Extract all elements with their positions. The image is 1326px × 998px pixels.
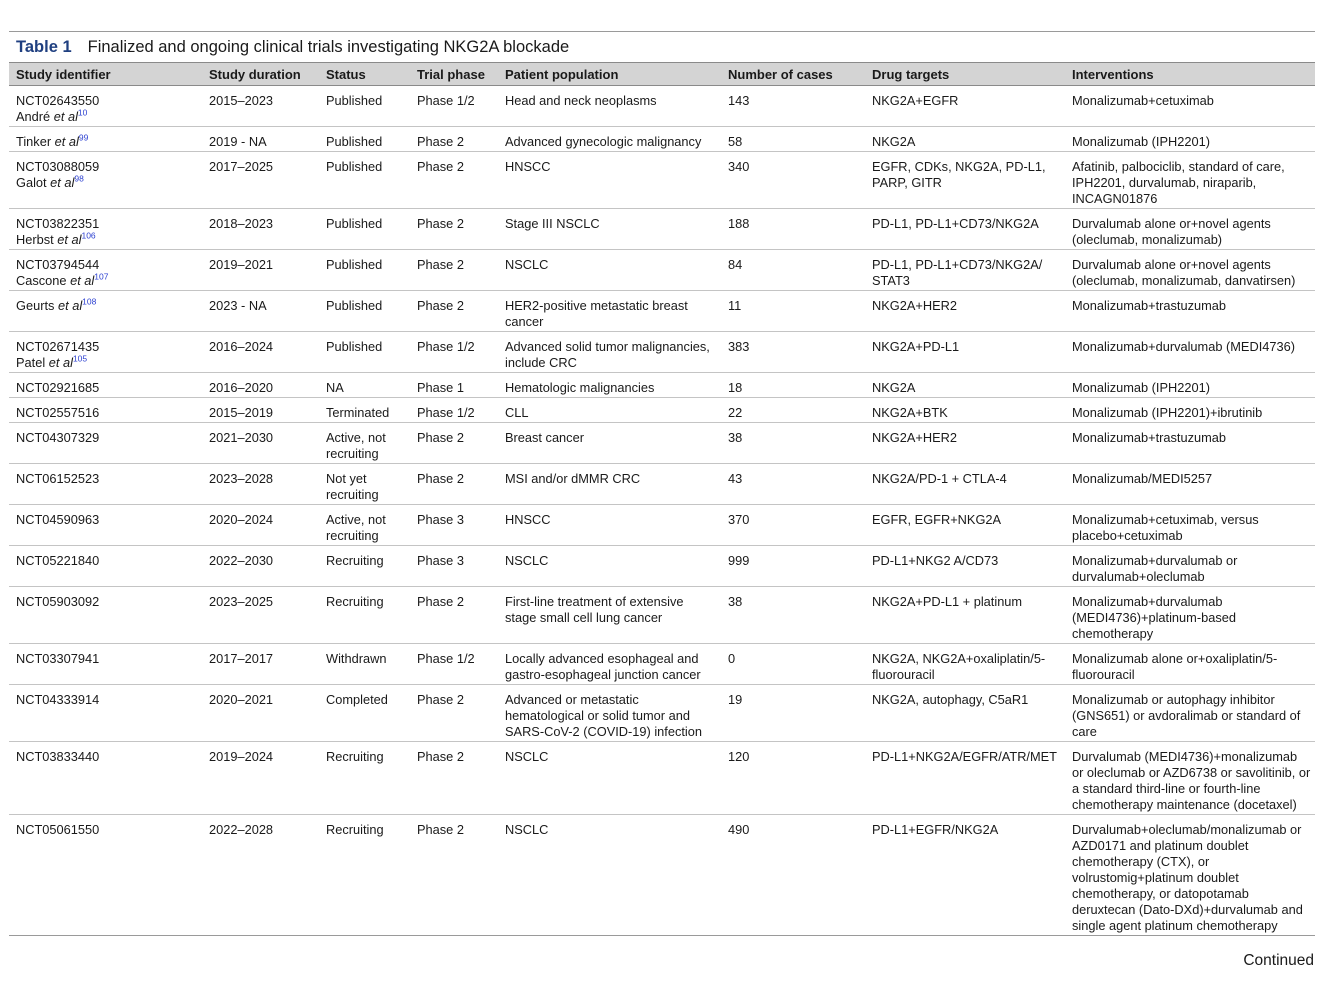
cell-population: NSCLC — [498, 742, 721, 815]
cell-study-identifier — [9, 250, 202, 291]
cell-population: Locally advanced esophageal and gastro-esophageal junction cancer — [498, 644, 721, 685]
cell-study-identifier — [9, 209, 202, 250]
table-row — [9, 209, 1315, 250]
cell-status: Published — [319, 209, 410, 250]
cell-study-identifier — [9, 398, 202, 423]
citation-reference-link[interactable]: 105 — [72, 353, 88, 364]
study-citation — [16, 134, 199, 150]
table-row — [9, 815, 1315, 936]
study-id: NCT02557516 — [16, 405, 100, 420]
table-caption — [9, 32, 1315, 62]
citation-author: Geurts — [16, 298, 55, 313]
cell-interventions: Monalizumab or autophagy inhibitor (GNS651) or avdoralimab or standard of care — [1065, 685, 1315, 742]
cell-population: Advanced solid tumor malignancies, include CRC — [498, 332, 721, 373]
cell-interventions: Monalizumab (IPH2201) — [1065, 127, 1315, 152]
col-header-number-of-cases: Number of cases — [721, 63, 865, 86]
table-row — [9, 587, 1315, 644]
cell-status: Terminated — [319, 398, 410, 423]
table-title: Finalized and ongoing clinical trials investigating NKG2A blockade — [87, 37, 570, 56]
cell-interventions: Monalizumab+durvalumab or durvalumab+oleclumab — [1065, 546, 1315, 587]
cell-study-identifier — [9, 127, 202, 152]
study-citation — [16, 273, 199, 289]
cell-study-identifier — [9, 546, 202, 587]
study-id: NCT03833440 — [16, 749, 100, 764]
cell-targets: EGFR, EGFR+NKG2A — [865, 505, 1065, 546]
cell-cases: 370 — [721, 505, 865, 546]
cell-population: Stage III NSCLC — [498, 209, 721, 250]
cell-phase: Phase 1/2 — [410, 398, 498, 423]
cell-status: Published — [319, 291, 410, 332]
study-id: NCT02671435 — [16, 339, 100, 354]
cell-targets: NKG2A/PD-1 + CTLA-4 — [865, 464, 1065, 505]
table-header-row — [9, 63, 1315, 86]
cell-cases: 11 — [721, 291, 865, 332]
citation-et-al: et al — [70, 273, 95, 288]
col-header-study-identifier: Study identifier — [9, 63, 202, 86]
study-id: NCT03307941 — [16, 651, 100, 666]
cell-population: NSCLC — [498, 250, 721, 291]
citation-et-al: et al — [54, 134, 79, 149]
cell-targets: NKG2A, autophagy, C5aR1 — [865, 685, 1065, 742]
citation-author: Patel — [16, 355, 46, 370]
cell-duration: 2016–2024 — [202, 332, 319, 373]
table-number: Table 1 — [16, 37, 72, 56]
table-row — [9, 505, 1315, 546]
cell-duration: 2019–2021 — [202, 250, 319, 291]
cell-duration: 2017–2025 — [202, 152, 319, 209]
citation-et-al: et al — [57, 298, 83, 313]
trials-table — [9, 62, 1315, 936]
cell-interventions: Monalizumab+durvalumab (MEDI4736) — [1065, 332, 1315, 373]
cell-population: HNSCC — [498, 505, 721, 546]
cell-duration: 2023 - NA — [202, 291, 319, 332]
study-id: NCT03794544 — [16, 257, 100, 272]
table-row — [9, 86, 1315, 127]
citation-reference-link[interactable]: 10 — [77, 107, 88, 118]
cell-cases: 188 — [721, 209, 865, 250]
cell-population: Head and neck neoplasms — [498, 86, 721, 127]
citation-author: Herbst — [16, 232, 54, 247]
citation-reference-link[interactable]: 106 — [81, 230, 96, 241]
cell-study-identifier — [9, 742, 202, 815]
col-header-patient-population: Patient population — [498, 63, 721, 86]
table-row — [9, 685, 1315, 742]
table-row — [9, 291, 1315, 332]
cell-study-identifier — [9, 332, 202, 373]
cell-duration: 2018–2023 — [202, 209, 319, 250]
col-header-interventions: Interventions — [1065, 63, 1315, 86]
cell-cases: 143 — [721, 86, 865, 127]
cell-population: Breast cancer — [498, 423, 721, 464]
cell-duration: 2015–2023 — [202, 86, 319, 127]
study-id: NCT05903092 — [16, 594, 100, 609]
cell-population: First-line treatment of extensive stage small cell lung cancer — [498, 587, 721, 644]
cell-targets: NKG2A+EGFR — [865, 86, 1065, 127]
table-row — [9, 423, 1315, 464]
cell-targets: NKG2A — [865, 127, 1065, 152]
table-row — [9, 464, 1315, 505]
study-id: NCT02643550 — [16, 93, 100, 108]
cell-study-identifier — [9, 86, 202, 127]
cell-targets: EGFR, CDKs, NKG2A, PD-L1, PARP, GITR — [865, 152, 1065, 209]
cell-interventions: Durvalumab (MEDI4736)+monalizumab or oleclumab or AZD6738 or savolitinib, or a standard third-line or fourth-line chemotherapy maintenance (docetaxel) — [1065, 742, 1315, 815]
table-row — [9, 250, 1315, 291]
cell-phase: Phase 2 — [410, 587, 498, 644]
study-citation — [16, 232, 199, 248]
table-container — [9, 31, 1315, 936]
study-id: NCT02921685 — [16, 380, 100, 395]
study-id: NCT04590963 — [16, 512, 100, 527]
cell-phase: Phase 1/2 — [410, 332, 498, 373]
table-row — [9, 127, 1315, 152]
cell-targets: NKG2A+PD-L1 + platinum — [865, 587, 1065, 644]
cell-phase: Phase 2 — [410, 209, 498, 250]
cell-status: Recruiting — [319, 742, 410, 815]
cell-phase: Phase 2 — [410, 464, 498, 505]
citation-author: André — [16, 109, 51, 124]
citation-reference-link[interactable]: 99 — [78, 132, 89, 143]
cell-targets: NKG2A+PD-L1 — [865, 332, 1065, 373]
table-row — [9, 152, 1315, 209]
cell-cases: 19 — [721, 685, 865, 742]
cell-status: Not yet recruiting — [319, 464, 410, 505]
cell-cases: 43 — [721, 464, 865, 505]
cell-cases: 84 — [721, 250, 865, 291]
col-header-study-duration: Study duration — [202, 63, 319, 86]
cell-interventions: Monalizumab (IPH2201) — [1065, 373, 1315, 398]
cell-targets: NKG2A, NKG2A+oxaliplatin/5-fluorouracil — [865, 644, 1065, 685]
cell-phase: Phase 2 — [410, 423, 498, 464]
cell-study-identifier — [9, 815, 202, 936]
cell-duration: 2016–2020 — [202, 373, 319, 398]
cell-status: Published — [319, 152, 410, 209]
cell-status: Withdrawn — [319, 644, 410, 685]
cell-interventions: Durvalumab+oleclumab/monalizumab or AZD0171 and platinum doublet chemotherapy (CTX), or volrustomig+platinum doublet chemotherapy, or datopotamab deruxtecan (Dato-DXd)+durvalumab and single agent platinum chemotherapy — [1065, 815, 1315, 936]
cell-interventions: Monalizumab+cetuximab — [1065, 86, 1315, 127]
cell-targets: PD-L1+NKG2 A/CD73 — [865, 546, 1065, 587]
cell-phase: Phase 1/2 — [410, 86, 498, 127]
col-header-status: Status — [319, 63, 410, 86]
cell-population: HNSCC — [498, 152, 721, 209]
cell-targets: PD-L1, PD-L1+CD73/NKG2A/ STAT3 — [865, 250, 1065, 291]
cell-interventions: Monalizumab+trastuzumab — [1065, 291, 1315, 332]
cell-phase: Phase 1/2 — [410, 644, 498, 685]
cell-phase: Phase 2 — [410, 291, 498, 332]
cell-interventions: Monalizumab/MEDI5257 — [1065, 464, 1315, 505]
cell-duration: 2023–2028 — [202, 464, 319, 505]
cell-duration: 2022–2030 — [202, 546, 319, 587]
table-row — [9, 644, 1315, 685]
cell-duration: 2019 - NA — [202, 127, 319, 152]
cell-cases: 383 — [721, 332, 865, 373]
cell-interventions: Afatinib, palbociclib, standard of care, IPH2201, durvalumab, niraparib, INCAGN01876 — [1065, 152, 1315, 209]
cell-targets: PD-L1, PD-L1+CD73/NKG2A — [865, 209, 1065, 250]
cell-study-identifier — [9, 587, 202, 644]
study-id: NCT04307329 — [16, 430, 100, 445]
col-header-trial-phase: Trial phase — [410, 63, 498, 86]
cell-status: Recruiting — [319, 815, 410, 936]
cell-interventions: Durvalumab alone or+novel agents (oleclumab, monalizumab, danvatirsen) — [1065, 250, 1315, 291]
study-citation — [16, 175, 199, 191]
cell-status: Published — [319, 86, 410, 127]
cell-population: CLL — [498, 398, 721, 423]
cell-duration: 2015–2019 — [202, 398, 319, 423]
cell-population: HER2-positive metastatic breast cancer — [498, 291, 721, 332]
cell-duration: 2020–2021 — [202, 685, 319, 742]
study-id: NCT05061550 — [16, 822, 100, 837]
cell-targets: NKG2A+BTK — [865, 398, 1065, 423]
continued-label: Continued — [1243, 952, 1314, 969]
study-citation — [16, 298, 199, 314]
cell-status: NA — [319, 373, 410, 398]
col-header-drug-targets: Drug targets — [865, 63, 1065, 86]
cell-population: Advanced or metastatic hematological or solid tumor and SARS-CoV-2 (COVID-19) infection — [498, 685, 721, 742]
table-row — [9, 398, 1315, 423]
cell-cases: 18 — [721, 373, 865, 398]
cell-cases: 340 — [721, 152, 865, 209]
cell-study-identifier — [9, 152, 202, 209]
cell-duration: 2021–2030 — [202, 423, 319, 464]
table-row — [9, 332, 1315, 373]
cell-phase: Phase 2 — [410, 685, 498, 742]
study-id: NCT03088059 — [16, 159, 100, 174]
cell-cases: 38 — [721, 587, 865, 644]
study-citation — [16, 355, 199, 371]
cell-population: MSI and/or dMMR CRC — [498, 464, 721, 505]
cell-targets: NKG2A — [865, 373, 1065, 398]
citation-author: Galot — [16, 175, 47, 190]
cell-study-identifier — [9, 644, 202, 685]
cell-targets: PD-L1+NKG2A/EGFR/ATR/MET — [865, 742, 1065, 815]
study-id: NCT04333914 — [16, 692, 100, 707]
cell-population: NSCLC — [498, 815, 721, 936]
citation-reference-link[interactable]: 107 — [94, 271, 109, 282]
cell-cases: 22 — [721, 398, 865, 423]
cell-interventions: Monalizumab alone or+oxaliplatin/5-fluorouracil — [1065, 644, 1315, 685]
citation-et-al: et al — [53, 109, 78, 124]
citation-author: Tinker — [16, 134, 52, 149]
study-citation — [16, 109, 199, 125]
table-row — [9, 546, 1315, 587]
cell-phase: Phase 2 — [410, 742, 498, 815]
citation-et-al: et al — [57, 232, 82, 247]
cell-study-identifier — [9, 505, 202, 546]
cell-cases: 999 — [721, 546, 865, 587]
cell-status: Active, not recruiting — [319, 505, 410, 546]
cell-phase: Phase 2 — [410, 127, 498, 152]
cell-status: Published — [319, 332, 410, 373]
cell-population: Hematologic malignancies — [498, 373, 721, 398]
cell-targets: NKG2A+HER2 — [865, 291, 1065, 332]
cell-duration: 2017–2017 — [202, 644, 319, 685]
cell-status: Active, not recruiting — [319, 423, 410, 464]
cell-interventions: Monalizumab+cetuximab, versus placebo+cetuximab — [1065, 505, 1315, 546]
cell-status: Published — [319, 250, 410, 291]
table-row — [9, 373, 1315, 398]
cell-cases: 38 — [721, 423, 865, 464]
cell-targets: NKG2A+HER2 — [865, 423, 1065, 464]
cell-status: Recruiting — [319, 587, 410, 644]
citation-reference-link[interactable]: 108 — [82, 296, 97, 307]
study-id: NCT03822351 — [16, 216, 100, 231]
cell-duration: 2023–2025 — [202, 587, 319, 644]
cell-cases: 58 — [721, 127, 865, 152]
cell-status: Recruiting — [319, 546, 410, 587]
cell-study-identifier — [9, 291, 202, 332]
cell-phase: Phase 3 — [410, 546, 498, 587]
table-row — [9, 742, 1315, 815]
cell-interventions: Monalizumab+trastuzumab — [1065, 423, 1315, 464]
cell-status: Completed — [319, 685, 410, 742]
cell-cases: 490 — [721, 815, 865, 936]
cell-cases: 0 — [721, 644, 865, 685]
cell-population: Advanced gynecologic malignancy — [498, 127, 721, 152]
cell-phase: Phase 1 — [410, 373, 498, 398]
cell-duration: 2020–2024 — [202, 505, 319, 546]
cell-study-identifier — [9, 685, 202, 742]
table-body — [9, 86, 1315, 936]
cell-population: NSCLC — [498, 546, 721, 587]
citation-et-al: et al — [50, 175, 75, 190]
cell-phase: Phase 3 — [410, 505, 498, 546]
cell-phase: Phase 2 — [410, 152, 498, 209]
cell-study-identifier — [9, 373, 202, 398]
cell-interventions: Monalizumab+durvalumab (MEDI4736)+platinum-based chemotherapy — [1065, 587, 1315, 644]
cell-study-identifier — [9, 423, 202, 464]
cell-phase: Phase 2 — [410, 250, 498, 291]
cell-interventions: Monalizumab (IPH2201)+ibrutinib — [1065, 398, 1315, 423]
cell-cases: 120 — [721, 742, 865, 815]
citation-et-al: et al — [48, 355, 73, 370]
study-id: NCT06152523 — [16, 471, 100, 486]
study-id: NCT05221840 — [16, 553, 100, 568]
cell-phase: Phase 2 — [410, 815, 498, 936]
citation-reference-link[interactable]: 98 — [74, 173, 84, 184]
cell-duration: 2022–2028 — [202, 815, 319, 936]
cell-targets: PD-L1+EGFR/NKG2A — [865, 815, 1065, 936]
cell-duration: 2019–2024 — [202, 742, 319, 815]
citation-author: Cascone — [16, 273, 67, 288]
cell-interventions: Durvalumab alone or+novel agents (oleclumab, monalizumab) — [1065, 209, 1315, 250]
cell-study-identifier — [9, 464, 202, 505]
cell-status: Published — [319, 127, 410, 152]
